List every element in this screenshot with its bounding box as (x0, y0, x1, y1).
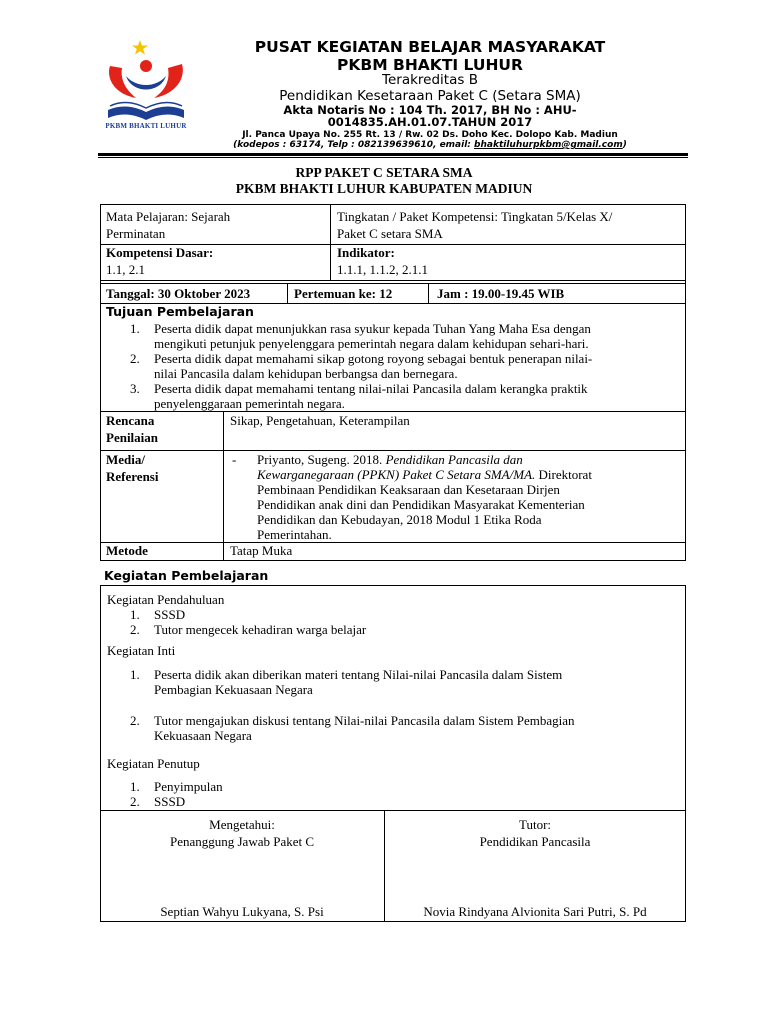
objectives-list (130, 321, 678, 411)
header-program: Pendidikan Kesetaraan Paket C (Setara SMA) (279, 88, 581, 104)
method-label: Metode (106, 543, 148, 558)
objectives-label: Tujuan Pembelajaran (106, 304, 254, 319)
blue-figure (126, 76, 166, 90)
assessment-value: Sikap, Pengetahuan, Keterampilan (230, 413, 410, 428)
list-item: 1. Peserta didik akan diberikan materi tentang Nilai-nilai Pancasila dalam Sistem Pembagian Kekuasaan Negara (130, 667, 563, 697)
star-icon (132, 40, 148, 55)
signature-right-name: Novia Rindyana Alvionita Sari Putri, S. Pd (423, 904, 647, 919)
list-item: 2. Peserta didik dapat memahami sikap gotong royong sebagai bentuk penerapan nilai- nilai Pancasila dalam kehidupan berbangsa dan bernegara. (130, 351, 593, 381)
time-field: Jam : 19.00-19.45 WIB (437, 286, 565, 301)
header-accreditation: Terakreditas B (382, 72, 478, 88)
indicator-label: Indikator: (337, 245, 395, 260)
subject-label-cont: Perminatan (106, 226, 166, 241)
signature-right-heading: Tutor: (518, 817, 552, 832)
list-item: 2. Tutor mengajukan diskusi tentang Nilai-nilai Pancasila dalam Sistem Pembagian Kekuasaan Negara (130, 713, 575, 743)
level-label: Tingkatan / Paket Kompetensi: Tingkatan 5/Kelas X/ (337, 209, 613, 224)
signature-left-role: Penanggung Jawab Paket C (169, 834, 315, 849)
document-subtitle: PKBM BHAKTI LUHUR KABUPATEN MADIUN (235, 181, 533, 196)
indicator-value: 1.1.1, 1.1.2, 2.1.1 (337, 262, 428, 277)
intro-list (130, 607, 670, 637)
book-right-icon (146, 106, 184, 120)
logo-caption: PKBM BHAKTI LUHUR (105, 122, 187, 130)
signature-left-heading: Mengetahui: (209, 817, 275, 832)
list-item: 1. Penyimpulan (130, 779, 223, 794)
level-label-cont: Paket C setara SMA (337, 226, 443, 241)
header-address: Jl. Panca Upaya No. 255 Rt. 13 / Rw. 02 Ds. Doho Kec. Dolopo Kab. Madiun (242, 130, 618, 140)
subject-label: Mata Pelajaran: Sejarah (106, 209, 231, 224)
closing-label: Kegiatan Penutup (107, 756, 200, 771)
header-line-2: PKBM BHAKTI LUHUR (337, 56, 523, 74)
list-item: 1. SSSD (130, 607, 186, 622)
reference-text: Priyanto, Sugeng. 2018. Pendidikan Pancasila dan Kewarganegaraan (PPKN) Paket C Setara SMA/MA. Direktorat Pembinaan Pendidikan Keaksaraan dan Kesetaraan Dirjen Pendidikan anak dini dan Pendidikan Masyarakat Kementerian Pendidikan dan Kebudayan, 2018 Modul 1 Etika Roda Pemerintahan. (257, 452, 592, 542)
signature-left-name: Septian Wahyu Lukyana, S. Psi (160, 904, 324, 919)
list-item: 3. Peserta didik dapat memahami tentang nilai-nilai Pancasila dalam kerangka praktik penyelenggaraan pemerintah negara. (130, 381, 588, 411)
header-notary-number: 0014835.AH.01.07.TAHUN 2017 (327, 115, 533, 129)
closing-list (130, 779, 670, 809)
email-link[interactable]: bhaktiluhurpkbm@gmail.com (474, 140, 623, 150)
assessment-label-cont: Penilaian (106, 430, 159, 445)
media-label: Media/ (106, 452, 145, 467)
header-notary: Akta Notaris No : 104 Th. 2017, BH No : AHU- (283, 103, 577, 117)
meeting-field: Pertemuan ke: 12 (294, 286, 393, 301)
kd-label: Kompetensi Dasar: (106, 245, 214, 260)
person-head (140, 60, 152, 72)
intro-label: Kegiatan Pendahuluan (107, 592, 225, 607)
header-line-1: PUSAT KEGIATAN BELAJAR MASYARAKAT (254, 38, 606, 56)
list-item: 1. Peserta didik dapat menunjukkan rasa syukur kepada Tuhan Yang Maha Esa dengan mengikuti petunjuk penyelenggara pemerintah negara dalam kehidupan sehari-hari. (130, 321, 591, 351)
kd-value: 1.1, 2.1 (106, 262, 145, 277)
document-title: RPP PAKET C SETARA SMA (295, 165, 473, 180)
method-value: Tatap Muka (230, 543, 293, 558)
pkbm-logo (96, 36, 196, 136)
date-field: Tanggal: 30 Oktober 2023 (106, 286, 251, 301)
red-figure-right (154, 64, 183, 98)
activities-title: Kegiatan Pembelajaran (104, 568, 269, 583)
signature-right-role: Pendidikan Pancasila (479, 834, 591, 849)
reference-dash: - (232, 452, 237, 467)
list-item: 2. Tutor mengecek kehadiran warga belajar (130, 622, 367, 637)
assessment-label: Rencana (106, 413, 155, 428)
book-left-icon (108, 106, 146, 120)
core-label: Kegiatan Inti (107, 643, 176, 658)
header-rule-thick (98, 153, 688, 156)
header-contact: (kodepos : 63174, Telp : 082139639610, email: bhaktiluhurpkbm@gmail.com) (233, 140, 627, 150)
list-item: 2. SSSD (130, 794, 186, 809)
media-label-cont: Referensi (106, 469, 159, 484)
core-list (130, 667, 678, 743)
header-rule-thin (98, 157, 688, 158)
